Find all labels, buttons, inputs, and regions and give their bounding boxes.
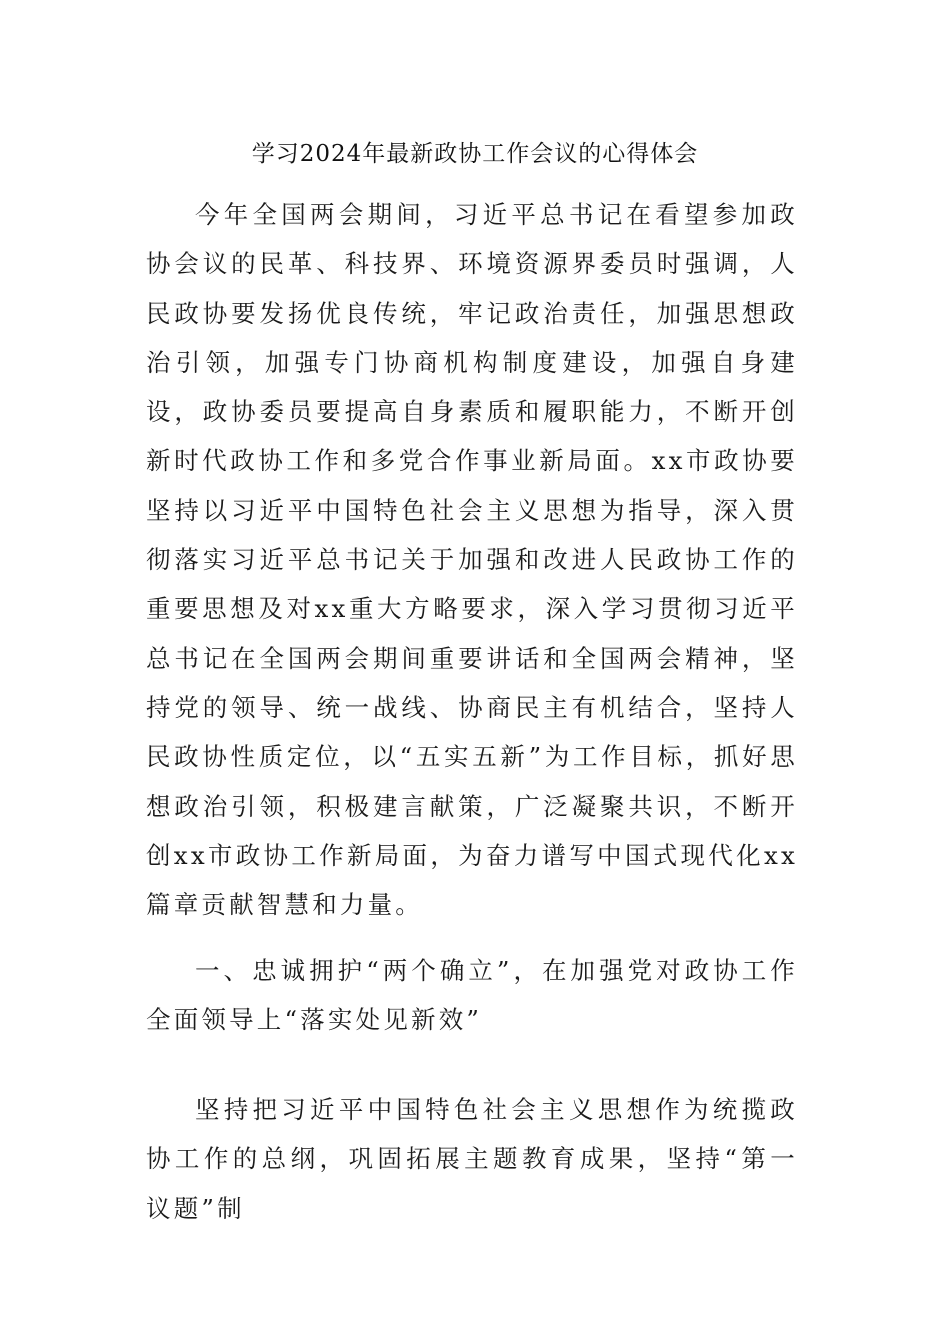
section-paragraph: 坚持把习近平中国特色社会主义思想作为统揽政协工作的总纲，巩固拓展主题教育成果，坚持“第一议题”制: [146, 1095, 798, 1223]
section-heading: 一、忠诚拥护“两个确立”，在加强党对政协工作全面领导上“落实处见新效”: [146, 956, 798, 1035]
document-title: 学习2024年最新政协工作会议的心得体会: [251, 141, 699, 167]
intro-paragraph: 今年全国两会期间，习近平总书记在看望参加政协会议的民革、科技界、环境资源界委员时强调，人民政协要发扬优良传统，牢记政治责任，加强思想政治引领，加强专门协商机构制度建设，加强自身建设，政协委员要提高自身素质和履职能力，不断开创新时代政协工作和多党合作事业新局面。xx市政协要坚持以习近平中国特色社会主义思想为指导，深入贯彻落实习近平总书记关于加强和改进人民政协工作的重要思想及对xx重大方略要求，深入学习贯彻习近平总书记在全国两会期间重要讲话和全国两会精神，坚持党的领导、统一战线、协商民主有机结合，坚持人民政协性质定位，以“五实五新”为工作目标，抓好思想政治引领，积极建言献策，广泛凝聚共识，不断开创xx市政协工作新局面，为奋力谱写中国式现代化xx篇章贡献智慧和力量。: [146, 200, 798, 920]
